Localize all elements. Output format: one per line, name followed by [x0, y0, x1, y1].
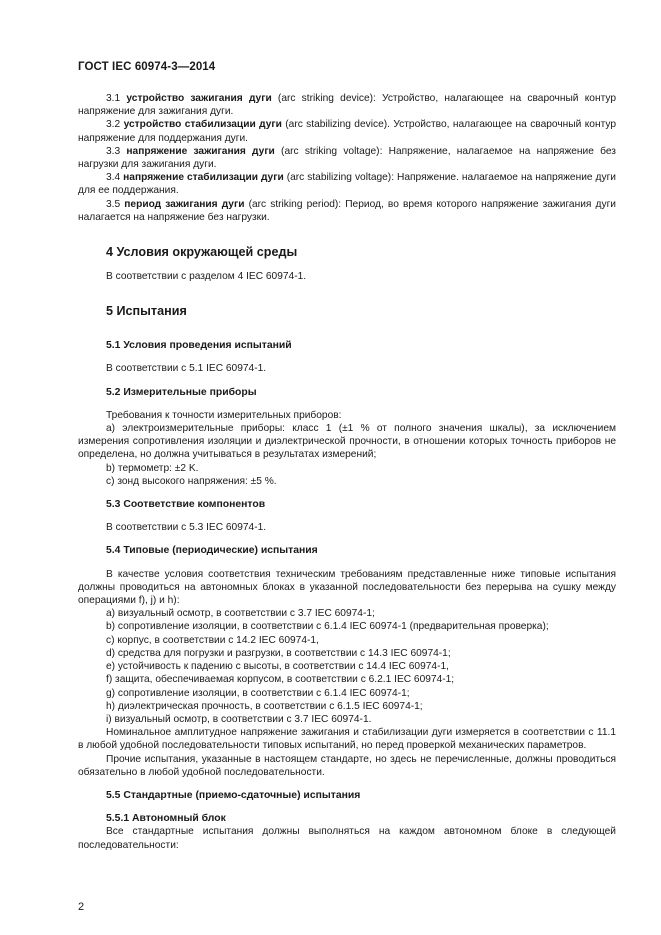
- section-5-4-paragraph: Номинальное амплитудное напряжение зажигания и стабилизации дуги измеряется в соответствии с 11.1 в любой удобной последовательности типовых испытаний, но перед проверкой механических параметров.: [78, 727, 616, 752]
- section-5-1-text: В соответствии с 5.1 IEC 60974-1.: [106, 363, 267, 375]
- list-item: d) средства для погрузки и разгрузки, в соответствии с 14.3 IEC 60974-1;: [106, 647, 451, 659]
- document-header: ГОСТ IEC 60974-3—2014: [78, 61, 216, 73]
- definition-list: [78, 92, 616, 224]
- section-5-4-intro: В качестве условия соответствия техническим требованиям представленные ниже типовые испытания должны проводиться на автономных блоках в указанной последовательности без перерыва на сушку между операциями f), j) и h):: [78, 568, 616, 607]
- section-5-heading: 5 Испытания: [106, 304, 187, 319]
- page-number: 2: [78, 901, 85, 913]
- section-4-heading: 4 Условия окружающей среды: [106, 245, 298, 260]
- definition-term: устройство зажигания дуги: [126, 93, 272, 104]
- section-5-5-heading: 5.5 Стандартные (приемо-сдаточные) испытания: [106, 789, 361, 801]
- definition-text: (arc stabilizing device). Устройство, налагающее на сварочный контур напряжение для поддержания дуги.: [78, 119, 616, 144]
- section-5-1-heading: 5.1 Условия проведения испытаний: [106, 340, 292, 352]
- list-item: e) устойчивость к падению с высоты, в соответствии с 14.4 IEC 60974-1,: [106, 661, 449, 673]
- list-item: a) визуальный осмотр, в соответствии с 3.7 IEC 60974-1;: [106, 608, 375, 620]
- list-item: b) сопротивление изоляции, в соответствии с 6.1.4 IEC 60974-1 (предварительная проверка);: [106, 621, 549, 633]
- definition-3-3: [78, 145, 616, 171]
- definition-number: 3.5: [106, 198, 121, 210]
- definition-term: устройство стабилизации дуги: [123, 119, 282, 131]
- list-item: f) защита, обеспечиваемая корпусом, в соответствии с 6.2.1 IEC 60974-1;: [106, 674, 455, 686]
- definition-3-2: [78, 118, 616, 144]
- definition-text: (arc stabilizing voltage): Напряжение. налагаемое на напряжение дуги для ее поддержания.: [78, 172, 616, 197]
- section-5-2-intro: Требования к точности измерительных приборов:: [106, 409, 342, 421]
- page-body: [78, 92, 616, 852]
- list-item: b) термометр: ±2 K.: [106, 462, 199, 474]
- definition-text: (arc striking device): Устройство, налагающее на сварочный контур напряжение для зажигания дуги.: [78, 93, 616, 118]
- definition-number: 3.3: [106, 145, 121, 157]
- definition-text: (arc striking period): Период, во время которого напряжение зажигания дуги налагается на напряжение без нагрузки.: [78, 198, 616, 223]
- section-5-3-heading: 5.3 Соответствие компонентов: [106, 499, 266, 511]
- definition-term: напряжение зажигания дуги: [126, 145, 275, 157]
- list-item: c) корпус, в соответствии с 14.2 IEC 60974-1,: [106, 634, 319, 646]
- definition-text: (arc striking voltage): Напряжение, налагаемое на напряжение без нагрузки для зажигания дуги.: [78, 145, 616, 171]
- definition-term: период зажигания дуги: [124, 198, 245, 210]
- definition-3-1: [78, 92, 616, 118]
- list-item: h) диэлектрическая прочность, в соответствии с 6.1.5 IEC 60974-1;: [106, 700, 423, 712]
- list-item: c) зонд высокого напряжения: ±5 %.: [106, 475, 277, 487]
- definition-term: напряжение стабилизации дуги: [123, 172, 284, 184]
- definition-number: 3.2: [106, 119, 121, 131]
- definition-3-4: [78, 171, 616, 197]
- section-5-5-1-text: Все стандартные испытания должны выполняться на каждом автономном блоке в следующей последовательности:: [78, 826, 616, 851]
- list-item: a) электроизмерительные приборы: класс 1 (±1 % от полного значения шкалы), за исключением измерения сопротивления изоляции и диэлектрической прочности, в отношении которых точность приборов не определена, но должна учитываться в результатах измерений;: [78, 423, 616, 461]
- section-5-5-1-heading: 5.5.1 Автономный блок: [106, 813, 226, 825]
- section-5-4-heading: 5.4 Типовые (периодические) испытания: [106, 545, 318, 557]
- section-5-3-text: В соответствии с 5.3 IEC 60974-1.: [106, 522, 267, 534]
- section-4-text: В соответствии с разделом 4 IEC 60974-1.: [106, 271, 307, 283]
- definition-number: 3.1: [106, 93, 121, 104]
- section-5-2-heading: 5.2 Измерительные приборы: [106, 386, 257, 398]
- definition-number: 3.4: [106, 172, 121, 184]
- list-item: i) визуальный осмотр, в соответствии с 3.7 IEC 60974-1.: [106, 713, 372, 725]
- section-5-4-paragraph: Прочие испытания, указанные в настоящем стандарте, но здесь не перечисленные, должны проводиться обязательно в любой удобной последовательности.: [78, 753, 616, 778]
- definition-3-5: [78, 198, 616, 224]
- list-item: g) сопротивление изоляции, в соответствии с 6.1.4 IEC 60974-1;: [106, 687, 410, 699]
